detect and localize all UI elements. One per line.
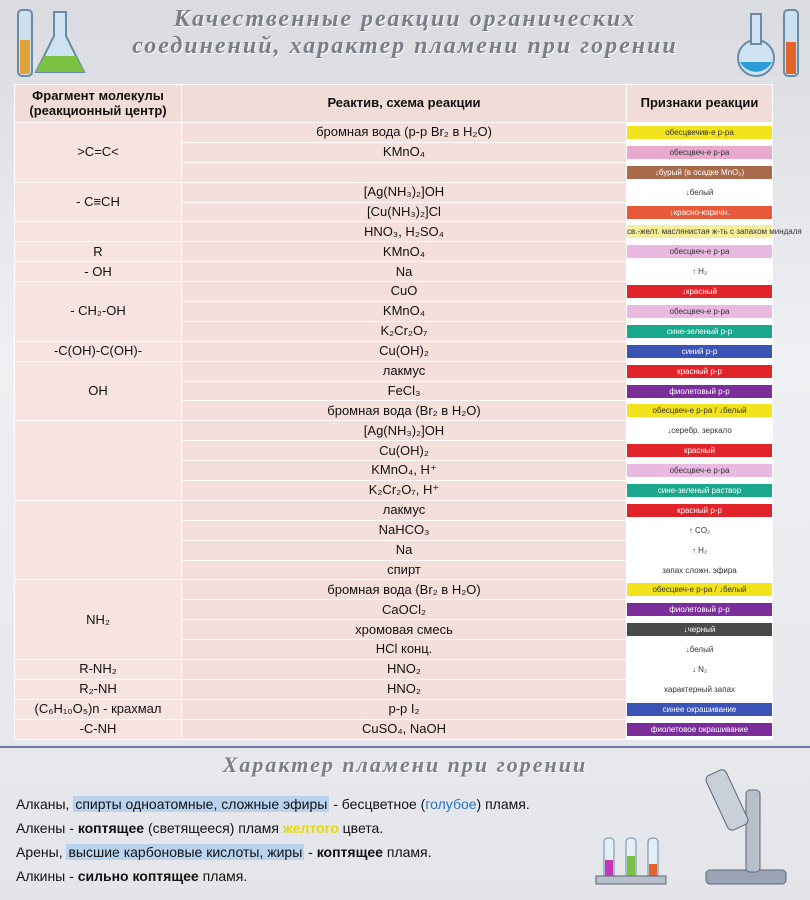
fragment-cell: -C-NH (15, 719, 182, 739)
reagent-cell: хромовая смесь (182, 620, 627, 640)
sign-cell (627, 202, 773, 222)
reagent-cell: [Cu(NH₃)₂]Cl (182, 202, 627, 222)
sign-cell (627, 560, 773, 580)
sign-bar: ↓красно-коричн. (627, 206, 772, 219)
sign-bar: обесцвеч-е р-ра / ↓белый (627, 404, 772, 417)
reagent-cell: NaHCO₃ (182, 520, 627, 540)
sign-bar: красный р-р (627, 365, 772, 378)
flame-alkynes-a: Алкины - (16, 868, 78, 884)
flame-arenes-b: высшие карбоновые кислоты, жиры (68, 844, 303, 860)
table-row (15, 580, 773, 600)
sign-bar: сине-зеленый р-р (627, 325, 772, 338)
fragment-cell (15, 222, 182, 242)
reagent-cell: FeCl₃ (182, 381, 627, 401)
header-reagent: Реактив, схема реакции (182, 85, 627, 123)
sign-cell (627, 540, 773, 560)
sign-bar: ↓белый (627, 186, 772, 199)
table-row (15, 222, 773, 242)
sign-bar: обесцвеч-е р-ра / ↓белый (627, 583, 772, 596)
reagent-cell: HNO₃, H₂SO₄ (182, 222, 627, 242)
sign-cell (627, 719, 773, 739)
flame-alkanes-d: голубое (425, 796, 477, 812)
sign-cell (627, 620, 773, 640)
reagent-cell: KMnO₄ (182, 142, 627, 162)
flame-alkynes-c: пламя. (198, 868, 248, 884)
sign-bar: св.-желт. маслянистая ж-ть с запахом миндаля (627, 227, 802, 237)
sign-cell (627, 660, 773, 680)
flame-alkenes-e: цвета. (338, 820, 384, 836)
sign-cell (627, 421, 773, 441)
page-title-line2: соединений, характер пламени при горении (132, 33, 678, 59)
reagent-cell: K₂Cr₂O₇, H⁺ (182, 481, 627, 501)
flame-arenes-e: пламя. (382, 844, 432, 860)
sign-bar: ↓серебр. зеркало (627, 424, 772, 437)
flame-alkanes-c: - бесцветное ( (329, 796, 426, 812)
sign-bar: ↓белый (627, 643, 772, 656)
reagent-cell (182, 162, 627, 182)
table-row (15, 699, 773, 719)
sign-cell (627, 123, 773, 143)
fragment-cell: R₂-NH (15, 679, 182, 699)
reagent-cell: бромная вода (Br₂ в H₂O) (182, 401, 627, 421)
fragment-cell (15, 421, 182, 501)
sign-bar: красный (627, 444, 772, 457)
reagent-cell: лакмус (182, 361, 627, 381)
sign-cell (627, 580, 773, 600)
sign-cell (627, 679, 773, 699)
reagent-cell: HNO₂ (182, 660, 627, 680)
sign-cell (627, 142, 773, 162)
flame-arenes-d: коптящее (316, 844, 383, 860)
sign-cell (627, 302, 773, 322)
sign-bar: ↓бурый (в осадке MnO₂) (627, 166, 772, 179)
reagent-cell: CuO (182, 282, 627, 302)
fragment-cell: OH (15, 361, 182, 421)
header-fragment-sub: (реакционный центр) (29, 102, 167, 118)
reagent-cell: KMnO₄, H⁺ (182, 461, 627, 481)
header-signs: Признаки реакции (627, 85, 773, 123)
table-row (15, 123, 773, 143)
reagent-cell: HNO₂ (182, 679, 627, 699)
sign-cell (627, 222, 802, 242)
flask-right-icon (728, 6, 806, 80)
sign-bar: обесцвеч-е р-ра (627, 146, 772, 159)
sign-cell (627, 481, 773, 501)
sign-cell (627, 401, 773, 421)
fragment-cell: >C=C< (15, 123, 182, 183)
sign-bar: синее окрашивание (627, 703, 772, 716)
sign-cell (627, 162, 773, 182)
reagent-cell: KMnO₄ (182, 242, 627, 262)
flame-alkenes-a: Алкены - (16, 820, 78, 836)
reagent-cell: р-р I₂ (182, 699, 627, 719)
sign-cell (627, 461, 773, 481)
fragment-cell: NH₂ (15, 580, 182, 660)
fragment-cell: -C(OH)-C(OH)- (15, 341, 182, 361)
sign-bar: обесцвечив-е р-ра (627, 126, 772, 139)
sign-bar: ↓красный (627, 285, 772, 298)
table-row (15, 500, 773, 520)
table-row (15, 262, 773, 282)
fragment-cell: R (15, 242, 182, 262)
flame-alkynes-b: сильно коптящее (77, 868, 199, 884)
sign-bar: ↑ CO₂ (627, 524, 772, 537)
sign-cell (627, 520, 773, 540)
reagent-cell: [Ag(NH₃)₂]OH (182, 421, 627, 441)
flame-arenes-c: - (304, 844, 317, 860)
sign-bar: обесцвеч-е р-ра (627, 464, 772, 477)
reagent-cell: Cu(OH)₂ (182, 441, 627, 461)
sign-cell (627, 600, 773, 620)
reagent-cell: CaOCl₂ (182, 600, 627, 620)
page-title-line1: Качественные реакции органических (173, 6, 637, 32)
flame-arenes-a: Арены, (16, 844, 67, 860)
flame-alkanes-a: Алканы, (16, 796, 74, 812)
sign-bar: запах сложн. эфира (627, 564, 772, 577)
flame-alkanes-e: ) пламя. (476, 796, 530, 812)
flame-alkenes-c: (светящееся) пламя (144, 820, 283, 836)
flame-alkanes-b: спирты одноатомные, сложные эфиры (75, 796, 328, 812)
sign-cell (627, 341, 773, 361)
table-row (15, 242, 773, 262)
reagent-cell: Na (182, 262, 627, 282)
sign-bar: обесцвеч-е р-ра (627, 305, 772, 318)
table-row (15, 282, 773, 302)
sign-bar: сине-зеленый раствор (627, 484, 772, 497)
sign-bar: фиолетовое окрашивание (627, 723, 772, 736)
sign-bar: красный р-р (627, 504, 772, 517)
flame-section-title: Характер пламени при горении (222, 752, 588, 777)
sign-cell (627, 441, 773, 461)
sign-bar: фиолетовый р-р (627, 603, 772, 616)
sign-cell (627, 182, 773, 202)
header-fragment (15, 85, 182, 123)
reagent-cell: Na (182, 540, 627, 560)
section-divider (0, 746, 810, 748)
sign-cell (627, 242, 773, 262)
fragment-cell: - OH (15, 262, 182, 282)
sign-bar: обесцвеч-е р-ра (627, 245, 772, 258)
sign-cell (627, 361, 773, 381)
reagent-cell: лакмус (182, 500, 627, 520)
reactions-table (14, 84, 802, 740)
sign-cell (627, 321, 773, 341)
reagent-cell: HCl конц. (182, 640, 627, 660)
sign-bar: ↑ H₂ (627, 544, 772, 557)
sign-bar: ↓черный (627, 623, 772, 636)
fragment-cell: - C≡CH (15, 182, 182, 222)
reagent-cell: KMnO₄ (182, 302, 627, 322)
sign-bar: синий р-р (627, 345, 772, 358)
reagent-cell: спирт (182, 560, 627, 580)
reagent-cell: CuSO₄, NaOH (182, 719, 627, 739)
sign-cell (627, 500, 773, 520)
table-row (15, 421, 773, 441)
table-row (15, 679, 773, 699)
reagent-cell: Cu(OH)₂ (182, 341, 627, 361)
sign-bar: характерный запах (627, 683, 772, 696)
reagent-cell: бромная вода (Br₂ в H₂O) (182, 580, 627, 600)
reagent-cell: бромная вода (р-р Br₂ в H₂O) (182, 123, 627, 143)
fragment-cell: - CH₂-OH (15, 282, 182, 342)
sign-cell (627, 640, 773, 660)
table-row (15, 660, 773, 680)
fragment-cell (15, 500, 182, 580)
microscope-icon (596, 760, 796, 890)
sign-bar: ↑ H₂ (627, 265, 772, 278)
reagent-cell: [Ag(NH₃)₂]OH (182, 182, 627, 202)
sign-cell (627, 699, 773, 719)
title-bar (0, 0, 810, 82)
sign-bar: ↓ N₂ (627, 663, 772, 676)
sign-cell (627, 381, 773, 401)
sign-bar: фиолетовый р-р (627, 385, 772, 398)
table-row (15, 182, 773, 202)
table-row (15, 341, 773, 361)
table-row (15, 719, 773, 739)
reagent-cell: K₂Cr₂O₇ (182, 321, 627, 341)
fragment-cell: R-NH₂ (15, 660, 182, 680)
table-row (15, 361, 773, 381)
flame-alkenes-d: желтого (282, 820, 339, 836)
sign-cell (627, 282, 773, 302)
sign-cell (627, 262, 773, 282)
flame-alkenes-b: коптящее (77, 820, 145, 836)
header-fragment-label: Фрагмент молекулы (32, 88, 164, 104)
fragment-cell: (C₆H₁₀O₅)n - крахмал (15, 699, 182, 719)
